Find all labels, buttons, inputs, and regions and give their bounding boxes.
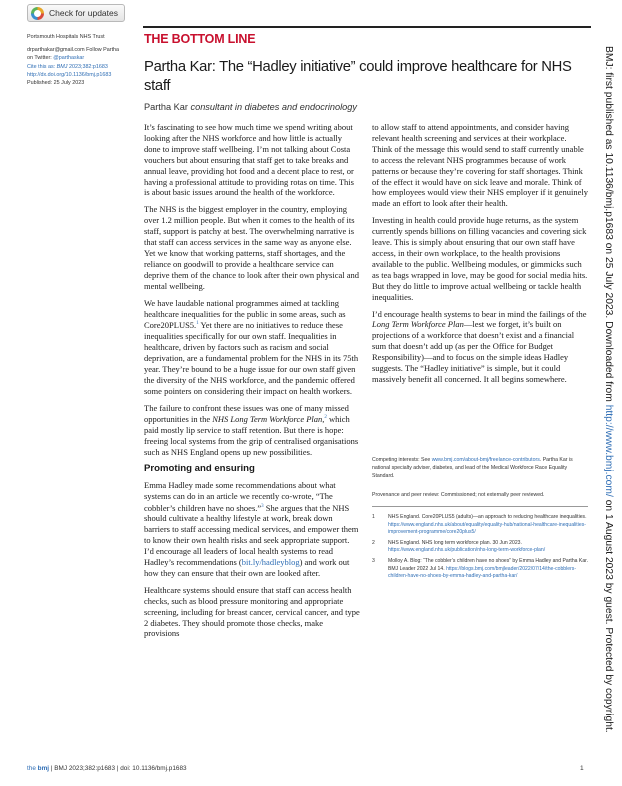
- article-column-left: [144, 122, 360, 645]
- paragraph: Investing in health could provide huge returns, as the system currently spends billions on filling vacancies and covering sick leave. This is simply about ensuring that our own staff have access, in their own workplace, to the health provisions available to the public. Wellbeing modules, or gimmicks such as tea bags wrapped in love, may be good for social media hits. But they do little to improve actual wellbeing or tackle health inequalities.: [372, 215, 588, 302]
- page-footer: [27, 765, 187, 772]
- bmj-logo: the bmj: [27, 765, 50, 772]
- section-kicker: THE BOTTOM LINE: [144, 32, 256, 46]
- reference-item: 1 NHS England. Core20PLUS5 (adults)—an approach to reducing healthcare inequalities. https://www.england.nhs.uk/about/equality/equality-hub/national-healthcare-inequalities-improvement-programme/core20plus5/: [372, 514, 587, 536]
- doi-link[interactable]: http://dx.doi.org/10.1136/bmj.p1683: [27, 71, 112, 78]
- twitter-link[interactable]: @parthaskar: [53, 55, 85, 62]
- paragraph: I’d encourage health systems to bear in mind the failings of the Long Term Workforce Plan—lest we forget, it’s built on projections of a workforce that doesn’t exist and a financial sum that doesn’t add up (as per the Office for Budget Responsibility)—and to focus on the simple ideas Hadley suggests. The “Hadley initiative” is simple, but it could massively benefit all concerned. It all begins somewhere.: [372, 308, 587, 384]
- section-subheading: Promoting and ensuring: [144, 462, 255, 474]
- provenance-note: Provenance and peer review: Commissioned; not externally peer reviewed.: [372, 492, 545, 498]
- reference-item: 3 Molloy A. Blog: “The cobbler’s children have no shoes” by Emma Hadley and Partha Kar. BMJ Leader 2022 Jul 14. https://blogs.bmj.com/bmjleader/2022/07/14/the-cobblers-children-have-no-shoes-by-emma-hadley-and-partha-kar/: [372, 557, 588, 580]
- article-meta: [27, 33, 137, 87]
- hadley-blog-link[interactable]: bit.ly/hadleyblog: [241, 557, 300, 568]
- reference-link[interactable]: https://www.england.nhs.uk/about/equality/equality-hub/national-healthcare-inequalities-improvement-programme/core20plus5/: [388, 521, 586, 536]
- reference-marker[interactable]: 2: [324, 415, 327, 421]
- published-date: Published: 25 July 2023: [27, 80, 85, 87]
- cite-journal: BMJ: [56, 63, 68, 70]
- article-title: Partha Kar: The “Hadley initiative” could improve healthcare for NHS staff: [144, 59, 572, 94]
- references-divider: [372, 506, 588, 507]
- page-number: 1: [580, 765, 584, 772]
- vertical-copyright-notice: BMJ: first published as 10.1136/bmj.p1683 on 25 July 2023. Downloaded from http://www.bmj.com/ on 1 August 2023 by guest. Protected by copyright.: [603, 46, 614, 733]
- author-role: consultant in diabetes and endocrinology: [190, 102, 357, 112]
- paragraph: Healthcare systems should ensure that staff can access health checks, such as blood pressure monitoring and appropriate screening, including for breast cancer, cervical cancer, and type 2 diabetes. They should promote those checks, make provisions: [144, 584, 360, 639]
- reference-link[interactable]: https://blogs.bmj.com/bmjleader/2022/07/14/the-cobblers-children-have-no-shoes-by-emma-hadley-and-partha-kar/: [388, 565, 577, 580]
- affiliation: Portsmouth Hospitals NHS Trust: [27, 34, 105, 40]
- byline: [144, 102, 357, 112]
- check-for-updates-icon: [31, 7, 44, 20]
- cite-ref: 2023;382:p1683: [67, 63, 108, 70]
- reference-item: 2 NHS England. NHS long term workforce plan. 30 Jun 2023. https://www.england.nhs.uk/publication/nhs-long-term-workforce-plan/: [372, 539, 546, 554]
- reference-link[interactable]: https://www.england.nhs.uk/publication/nhs-long-term-workforce-plan/: [388, 547, 546, 554]
- bmj-site-link[interactable]: http://www.bmj.com/: [603, 404, 614, 497]
- contact-line: drparthakar@gmail.com Follow Partha: [27, 47, 120, 54]
- paragraph: to allow staff to attend appointments, and consider having relevant health screening and services at their workplace. Think of the message this would send to staff currently unable to access the relevant NHS programmes because of work patterns or because they’re covering for staff shortages. Think of the effect it would have on sick leave and morale. Think of how employees would view their NHS employer if it genuinely made an effort to look after their health.: [372, 122, 588, 209]
- reference-marker[interactable]: 3: [261, 503, 264, 509]
- competing-interests-link[interactable]: www.bmj.com/about-bmj/freelance-contributors: [431, 457, 540, 463]
- reference-marker[interactable]: 1: [196, 321, 199, 327]
- paragraph: The NHS is the biggest employer in the country, employing over 1.2 million people. But when it comes to the health of its staff, support is patchy at best. The overwhelming narrative is that staff can access services in the same way as anyone else. Yet we know that working patterns, staff shortages, and the reliance on goodwill to provide a healthcare service can deprive them of the chance to look after their own physical and mental wellbeing.: [144, 204, 360, 291]
- article-column-right: [372, 122, 588, 391]
- cite-label: Cite this as:: [27, 63, 57, 70]
- paragraph: We have laudable national programmes aimed at tackling healthcare inequalities for the public in some areas, such as Core20PLUS5.$^1$ Yet there are no initiatives to reduce these inequalities specifically for our own staff. Inequalities in healthcare, driven by factors such as racism and social deprivation, are a fundamental problem for the NHS in its 75th year. They’re bound to be a huge issue for our own staff given the diversity of the NHS workforce, and the pandemic offered some pointers on considering their impact on health workers.: [144, 297, 359, 396]
- competing-interests: Competing interests: See www.bmj.com/about-bmj/freelance-contributors. Partha Kar is national specialty adviser, diabetes, and lead of the Medical Workforce Race Equality Standard.: [372, 457, 573, 479]
- references-list: [372, 514, 590, 584]
- author-name: Partha Kar: [144, 102, 188, 112]
- header-rule: [143, 26, 591, 28]
- paragraph: The failure to confront these issues was one of many missed opportunities in the NHS Long Term Workforce Plan,$^2$ which paid mostly lip service to staff retention. But there is hope: freeing local systems from the grip of centralised organisations such as NHS England opens up new possibilities.: [144, 402, 359, 458]
- paragraph: It’s fascinating to see how much time we spend writing about looking after the NHS workforce and how little is actually done to improve staff wellbeing. I’m not talking about Costa vouchers but about ensuring that staff get to take breaks and annual leave, providing hot food and a decent place to rest, or having a professional attitude to providing rotas on time. This is about basic issues around the health of the workforce.: [144, 122, 354, 198]
- footer-citation: | BMJ 2023;382:p1683 | doi: 10.1136/bmj.p1683: [49, 765, 187, 772]
- check-for-updates-button[interactable]: [27, 4, 125, 22]
- check-for-updates-label: Check for updates: [49, 8, 118, 18]
- twitter-prefix: on Twitter:: [27, 55, 54, 62]
- paragraph: Emma Hadley made some recommendations about what systems can do in an article we recently co-wrote, “The cobbler’s children have no shoes.”$^3$ She argues that the NHS should cultivate a healthy lifestyle at work, break down barriers to staff accessing medical services, and empower them to know their own health risks and seek appropriate support. I’d encourage all leaders of local health systems to read Hadley’s recommendations (bit.ly/hadleyblog) and work out how they can ensure that their own are looked after.: [144, 479, 359, 578]
